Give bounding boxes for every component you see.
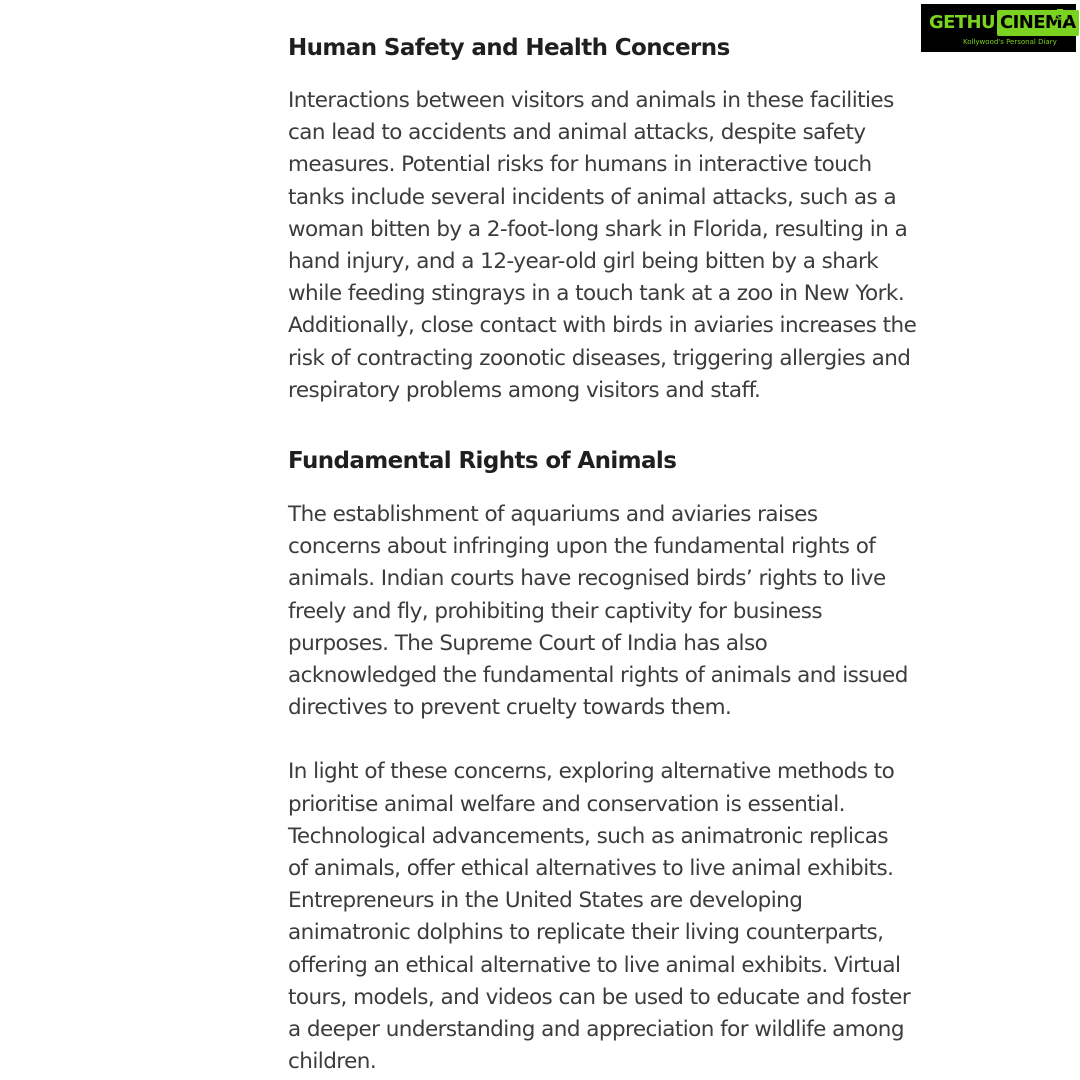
paragraph-human-safety: Interactions between visitors and animals in these facilities can lead to accidents and animal attacks, despite safety measures. Potential risks for humans in interactive touch tanks include several incidents of animal attacks, such as a woman bitten by a 2-foot-long shark in Florida, resulting in a hand injury, and a 12-year-old girl being bitten by a shark while feeding stingrays in a touch tank at a zoo in New York. Additionally, close contact with birds in aviaries increases the risk of contracting zoonotic diseases, triggering allergies and respiratory problems among visitors and staff.	[288, 88, 917, 403]
watermark-brand-part1: GETHU	[929, 12, 996, 33]
paragraph-fundamental-rights: The establishment of aquariums and aviaries raises concerns about infringing upon the fundamental rights of animals. Indian courts have recognised birds’ rights to live freely and fly, prohibiting their captivity for business purposes. The Supreme Court of India has also acknowledged the fundamental rights of animals and issued directives to prevent cruelty towards them.	[288, 502, 908, 721]
paragraph-alternatives: In light of these concerns, exploring alternative methods to prioritise animal welfare and conservation is essential. Technological advancements, such as animatronic replicas of animals, offer ethical alternatives to live animal exhibits. Entrepreneurs in the United States are developing animatronic dolphins to replicate their living counterparts, offering an ethical alternative to live animal exhibits. Virtual tours, models, and videos can be used to educate and foster a deeper understanding and appreciation for wildlife among children.	[288, 759, 911, 1075]
watermark-logo	[921, 4, 1076, 52]
watermark-brand-part2: CINEMA	[997, 10, 1079, 36]
camera-icon	[1052, 5, 1068, 24]
section-heading-fundamental-rights: Fundamental Rights of Animals	[288, 448, 677, 475]
section-heading-human-safety: Human Safety and Health Concerns	[288, 35, 730, 61]
article	[288, 30, 988, 1078]
watermark-tagline: Kollywood's Personal Diary	[963, 38, 1057, 46]
